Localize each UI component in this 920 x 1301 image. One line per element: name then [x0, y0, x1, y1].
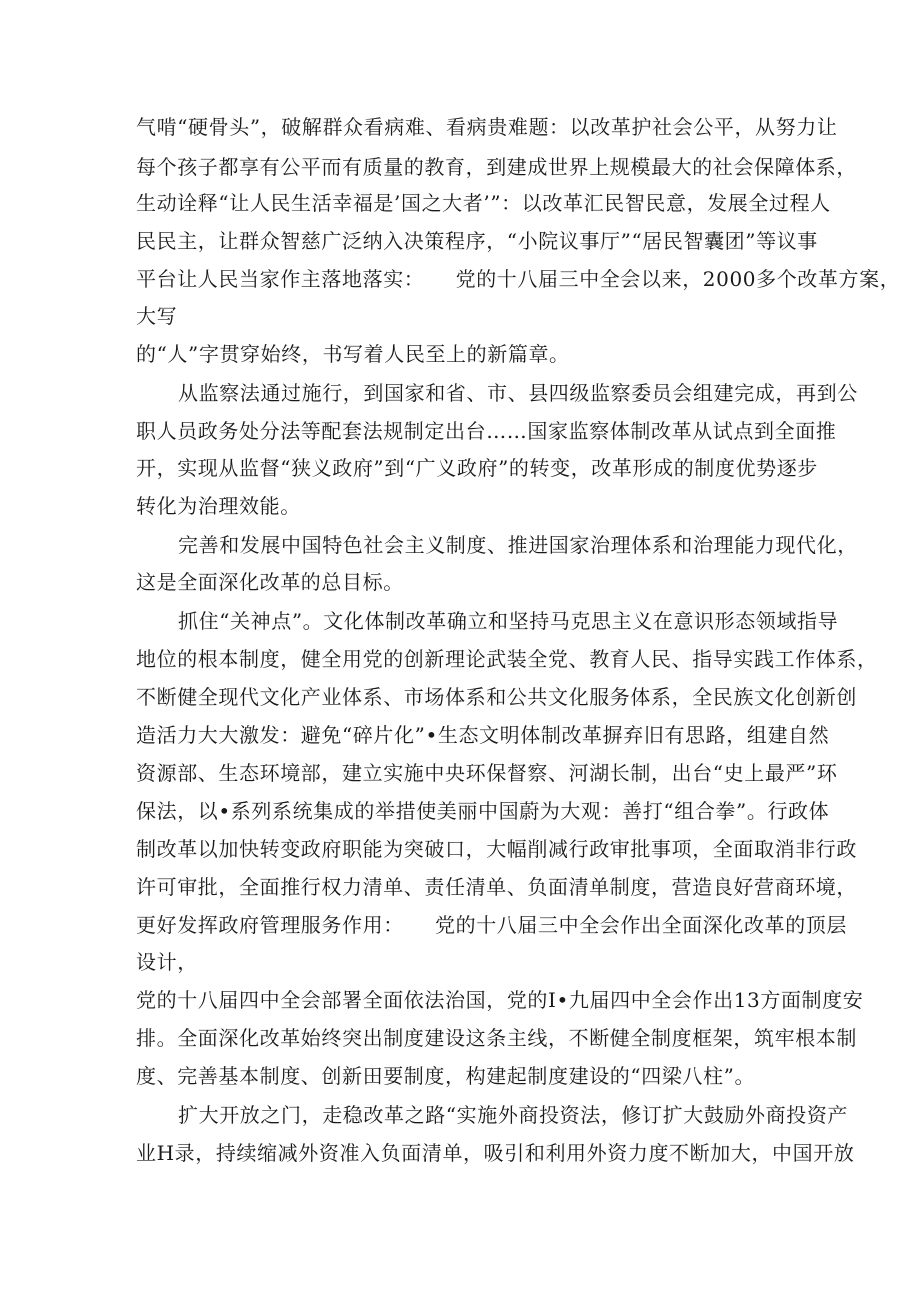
text-line: 民民主，让群众智慈广泛纳入决策程序，“小院议事厅”“居民智囊团”等议事 [136, 229, 818, 253]
text-line: 党的十八届四中全会部署全面依法治国，党的I•九届四中全会作出13方面制度安 [136, 988, 864, 1012]
paragraph-start-line: 扩大开放之门，走稳改革之路“实施外商投资法，修订扩大鼓励外商投资产 [178, 1103, 849, 1127]
text-line: 转化为治理效能。 [136, 494, 301, 518]
text-line: 开，实现从监督“狭义政府”到“广义政府”的转变，改革形成的制度优势逐步 [136, 456, 818, 480]
text-line: 保法，以•系列系统集成的举措使美丽中国蔚为大观：善打“组合拳”。行政体 [136, 799, 830, 823]
text-line: 气啃“硬骨头”，破解群众看病难、看病贵难题：以改革护社会公平，从努力让 [136, 115, 838, 139]
paragraph-start-line: 完善和发展中国特色社会主义制度、推进国家治理体系和治理能力现代化， [178, 533, 858, 557]
paragraph-start-line: 抓住“关神点”。文化体制改革确立和坚持马克思主义在意识形态领域指导 [178, 609, 839, 633]
text-line: 业H录，持续缩减外资准入负面清单，吸引和利用外资力度不断加大，中国开放 [136, 1141, 855, 1165]
text-line: 的“人”字贯穿始终，书写着人民至上的新篇章。 [136, 342, 570, 366]
text-line: 造活力大大激发：避免“碎片化”•生态文明体制改革摒弃旧有思路，组建自然 [136, 723, 830, 747]
text-line: 不断健全现代文化产业体系、市场体系和公共文化服务体系，全民族文化创新创 [136, 685, 857, 709]
text-line: 排。全面深化改革始终突出制度建设这条主线，不断健全制度框架，筑牢根本制 [136, 1026, 857, 1050]
text-line: 许可审批，全面推行权力清单、责任清单、负面清单制度，营造良好营商环境， [136, 875, 857, 899]
text-line: 制改革以加快转变政府职能为突破口，大幅削减行政审批事项，全面取消非行政 [136, 837, 857, 861]
text-line: 更好发挥政府管理服务作用： 党的十八届三中全会作出全面深化改革的顶层 [136, 913, 847, 937]
text-line: 地位的根本制度，健全用党的创新理论武装全党、教育人民、指导实践工作体系， [136, 647, 878, 671]
text-line: 资源部、生态环境部，建立实施中央环保督察、河湖长制，出台“史上最严”环 [136, 761, 838, 785]
text-line: 设计， [136, 950, 198, 974]
text-line: 每个孩子都享有公平而有质量的教育，到建成世界上规模最大的社会保障体系， [136, 155, 857, 179]
text-line: 度、完善基本制度、创新田要制度，构建起制度建设的“四梁八柱”。 [136, 1064, 756, 1088]
text-line: 职人员政务处分法等配套法规制定出台……国家监察体制改革从试点到全面推 [136, 419, 837, 443]
paragraph-start-line: 从监察法通过施行，到国家和省、市、县四级监察委员会组建完成，再到公 [178, 381, 858, 405]
text-line: 这是全面深化改革的总目标。 [136, 570, 404, 594]
text-line: 平台让人民当家作主落地落实： 党的十八届三中全会以来，2000多个改革方案， [136, 267, 901, 291]
text-line: 生动诠释“让人民生活幸福是’国之大者’”：以改革汇民智民意，发展全过程人 [136, 191, 831, 215]
text-line: 大写 [136, 304, 178, 328]
